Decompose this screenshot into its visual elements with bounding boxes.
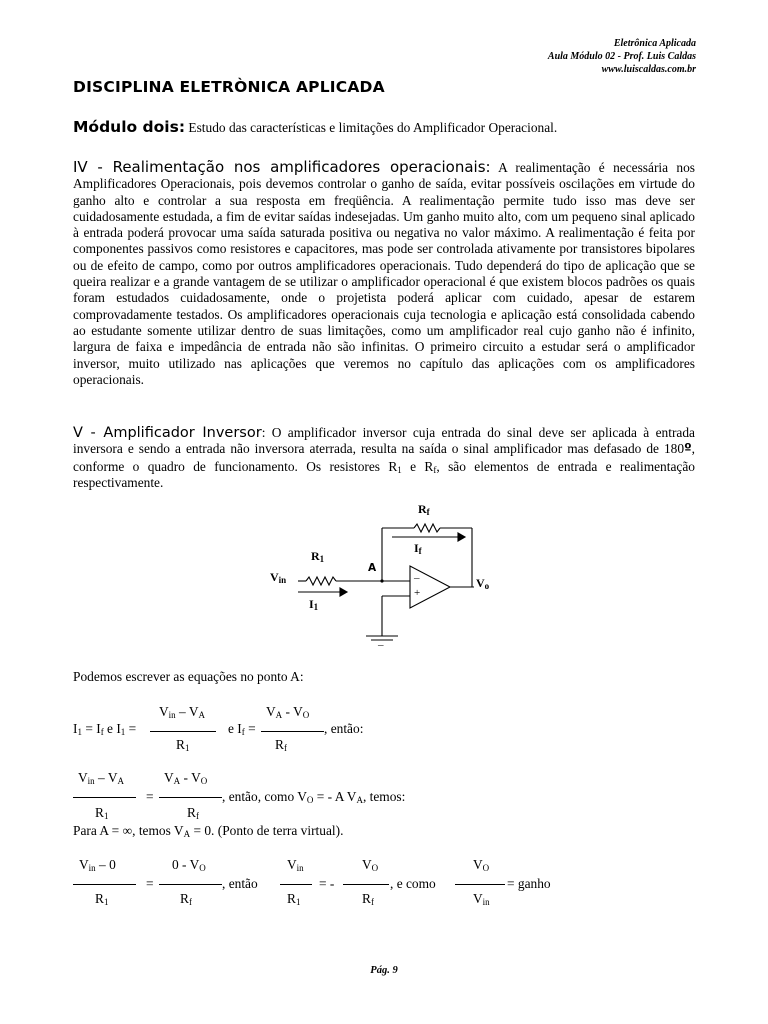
label-node-a: A xyxy=(368,562,377,574)
module-text: Estudo das características e limitações do Amplificador Operacional. xyxy=(185,120,558,135)
label-vo: $V_o$ xyxy=(476,576,490,591)
eq3-equals-minus: = - xyxy=(319,876,335,891)
eq2-equals: = xyxy=(146,789,154,804)
eq3-then: , então xyxy=(222,876,258,891)
label-vin: $V_{in}$ xyxy=(270,570,287,585)
eq2-fraction-line-1 xyxy=(73,797,136,798)
section-v-degree: º xyxy=(684,442,692,458)
label-rf: $R_f$ xyxy=(418,502,430,517)
section-v-text-d: , são elementos de entrada e realimentação respectivamente. xyxy=(73,458,695,490)
section-iv-paragraph xyxy=(73,159,695,388)
section-v-paragraph xyxy=(73,425,695,491)
eq1-numerator-1: $V_{in} - V_A$ xyxy=(159,704,206,720)
virtual-ground-note: Para A = ∞, temos $V_A = 0$. (Ponto de terra virtual). xyxy=(73,823,344,839)
resistor-r1 xyxy=(306,577,336,585)
eq2-numerator-1: $V_{in} - V_A$ xyxy=(78,770,125,786)
eq3-line-3 xyxy=(280,884,312,885)
eq3-line-1 xyxy=(73,884,136,885)
eq3-n1: $V_{in} - 0$ xyxy=(79,857,116,873)
arrow-i1-head xyxy=(340,588,347,596)
eq3-line-2 xyxy=(159,884,222,885)
eq2-denominator-1: $R_1$ xyxy=(95,805,109,821)
eq3-line-4 xyxy=(343,884,389,885)
header-course: Eletrônica Aplicada xyxy=(613,38,696,49)
module-line xyxy=(73,118,557,136)
eq3-d5: $V_{in}$ xyxy=(473,891,490,907)
header-website: www.luiscaldas.com.br xyxy=(601,64,696,75)
eq3-ganho: = ganho xyxy=(507,876,551,891)
eq3-d4: $R_f$ xyxy=(362,891,374,907)
eq1-numerator-2: $V_A - V_O$ xyxy=(266,704,310,720)
eq3-d2: $R_f$ xyxy=(180,891,192,907)
section-v-subf: f xyxy=(433,464,437,475)
eq1-fraction-line-1 xyxy=(150,731,216,732)
eq3-n5: $V_O$ xyxy=(473,857,490,873)
label-r1: $R_1$ xyxy=(311,549,325,564)
label-i1: $I_1$ xyxy=(309,597,319,612)
eq1-tail: , então: xyxy=(324,721,364,736)
section-iv-text: A realimentação é necessária nos Amplificadores Operacionais, pois devemos controlar o ganho de saída, evitar possíveis oscilações em virtude do ganho alto e controlar a sua resposta em freqüência. A realimentação permite tudo isso mas deve ser cuidadosamente estudada, a fim de evitar saídas indesejadas. Um ganho muito alto, com um pequeno sinal aplicado à entrada poderá provocar uma saída saturada positiva ou negativa no valor máximo. A realimentação é feita por componentes passivos como resistores e capacitores, mas pode ser controlada ativamente por transistores bipolares ou de efeito de campo, como por outros amplificadores operacionais. Tudo dependerá do tipo de aplicação que se queira realizar e a grande vantagem de se utilizar o amplificador operacional é que existem blocos padrões os quais foram estudados cuidadosamente, onde o projetista poderá aplicar com cuidado, apesar de estarem comprovadamente testados. Os amplificadores operacionais cuja tecnologia e aplicação está consolidada cabendo ao estudante somente utilizar dentro de suas limitações, como um amplificador real cujo ganho não é infinito, largura de faixa e impedância de entrada não são infinitas. O primeiro circuito a estudar será o amplificador inversor, muito utilizado nas aplicações que veremos no capítulo das aplicações com os amplificadores operacionais. xyxy=(73,160,696,387)
eq3-n2: $0 - V_O$ xyxy=(172,857,206,873)
eq1-denominator-2: $R_f$ xyxy=(275,737,287,753)
section-v-sub1: 1 xyxy=(397,464,402,475)
eq2-tail: , então, como $V_O$ = - A $V_A$, temos: xyxy=(222,789,406,805)
eq3-equals-1: = xyxy=(146,876,154,891)
label-ground: – xyxy=(378,639,384,651)
section-v-heading: V - Amplificador Inversor xyxy=(73,425,262,441)
arrow-if-head xyxy=(458,533,465,541)
eq1-mid: e $I_f$ = xyxy=(228,721,256,737)
node-a-dot xyxy=(380,579,383,582)
eq1-left-side: $I_1 = I_f$ e $I_1$ = xyxy=(73,721,137,737)
page-header xyxy=(548,37,696,76)
section-v-text-c: e R xyxy=(401,458,434,474)
eq1-denominator-1: $R_1$ xyxy=(176,737,190,753)
eq2-denominator-2: $R_f$ xyxy=(187,805,199,821)
module-lead: Módulo dois: xyxy=(73,118,186,136)
equations-intro: Podemos escrever as equações no ponto A: xyxy=(73,669,304,684)
eq1-fraction-line-2 xyxy=(261,731,324,732)
label-if: $I_f$ xyxy=(414,541,422,556)
section-v-text-b: , conforme o quadro de funcionamento. Os resistores R xyxy=(73,441,695,474)
eq2-numerator-2: $V_A - V_O$ xyxy=(164,770,208,786)
eq3-d3: $R_1$ xyxy=(287,891,301,907)
eq2-fraction-line-2 xyxy=(159,797,222,798)
page-number: Pág. 9 xyxy=(370,965,398,976)
label-minus: – xyxy=(414,572,420,584)
eq3-e-como: , e como xyxy=(390,876,436,891)
section-iv-heading: IV - Realimentação nos amplificadores operacionais: xyxy=(73,158,491,176)
label-plus: + xyxy=(414,587,421,599)
eq3-line-5 xyxy=(455,884,505,885)
resistor-rf xyxy=(414,524,440,532)
eq3-d1: $R_1$ xyxy=(95,891,109,907)
document-title: DISCIPLINA ELETRÒNICA APLICADA xyxy=(73,78,385,96)
eq3-n3: $V_{in}$ xyxy=(287,857,304,873)
header-lesson: Aula Módulo 02 - Prof. Luis Caldas xyxy=(547,51,696,62)
section-v-text-a: : O amplificador inversor cuja entrada do sinal deve ser aplicada à entrada inversora e sendo a entrada não inversora aterrada, resulta na saída o sinal amplificador mas defasado de 180 xyxy=(73,425,695,457)
eq3-n4: $V_O$ xyxy=(362,857,379,873)
